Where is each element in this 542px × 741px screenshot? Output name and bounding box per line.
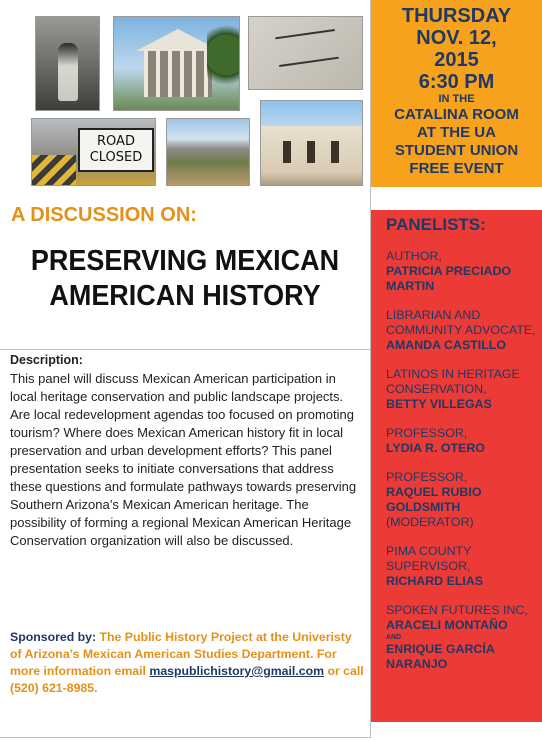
photo-graffiti-wall [248,16,363,90]
sponsor-label: Sponsored by: [10,630,97,644]
panelist-name-2: ENRIQUE GARCÍA NARANJO [386,642,495,671]
title-line1: PRESERVING MEXICAN [30,245,340,277]
panelist-role: PROFESSOR, [386,470,468,484]
adobe-door [331,141,339,163]
road-sign-line1: ROAD [97,134,135,149]
sponsor-text: The Public History Project at the Univeristy of Arizona’s Mexican American Studies Department. For more information email [10,630,352,678]
event-time: 6:30 PM [418,71,495,93]
panelist-name: RAQUEL RUBIO GOLDSMITH [386,485,482,514]
photo-historic-girl [35,16,100,111]
panelist-name: BETTY VILLEGAS [386,397,492,411]
description-body: This panel will discuss Mexican American participation in local heritage conservation and public landscape projects. Are local redevelopment agendas too focused on promoting tourism? Where does Mexican American history fit in local preservation and urban development efforts? This panel presentation seeks to initiate conversations that address these questions and formulate pathways towards preserving Southern Arizona’s Mexican American heritage. The possibility of forming a regional Mexican American Heritage Conservation organization will also be discussed. [10,371,357,548]
panelist-item [386,470,542,530]
panelist-name: AMANDA CASTILLO [386,338,506,352]
panelist-role: LIBRARIAN AND COMMUNITY ADVOCATE, [386,308,536,337]
photo-landscape [166,118,250,186]
panelist-role: AUTHOR, [386,249,442,263]
panelist-item [386,249,542,294]
photo-adobe-building [260,100,363,186]
sponsor-call: or call (520) 621-8985. [10,664,364,695]
panelist-name: RICHARD ELIAS [386,574,484,588]
event-free: FREE EVENT [409,160,504,177]
panelist-note: (MODERATOR) [386,515,474,529]
event-date-line1: NOV. 12, [416,27,497,49]
event-venue-line1: CATALINA ROOM [394,106,519,123]
panelists-title: PANELISTS: [386,215,486,234]
email-link[interactable]: maspublichistory@gmail.com [149,664,325,678]
event-day: THURSDAY [401,5,512,27]
photo-gazebo [113,16,240,111]
panelists-panel [371,210,542,722]
panelist-role: LATINOS IN HERITAGE CONSERVATION, [386,367,520,396]
road-closed-sign [78,128,154,172]
photo-road-closed [31,118,156,186]
panelist-name: ARACELI MONTAÑO [386,618,508,632]
adobe-door [307,141,315,163]
panelist-role: PROFESSOR, [386,426,468,440]
discussion-kicker: A DISCUSSION ON: [11,204,197,226]
title-line2: AMERICAN HISTORY [49,280,321,312]
event-in-the: IN THE [438,93,475,105]
adobe-door [283,141,291,163]
panelist-item [386,308,542,353]
photo-figure [58,43,78,101]
panelist-item [386,603,542,672]
graffiti-scrawl [275,29,339,67]
road-barrier [32,155,76,185]
panelist-name: LYDIA R. OTERO [386,441,485,455]
event-info-box [371,0,542,187]
panelist-role: PIMA COUNTY SUPERVISOR, [386,544,472,573]
panelist-name: PATRICIA PRECIADO MARTIN [386,264,512,293]
description-divider [0,349,371,350]
panelist-role: SPOKEN FUTURES INC, [386,603,528,617]
panelist-item [386,544,542,589]
sponsor-block [10,629,366,697]
description-label: Description: [10,353,83,367]
event-venue-line3: STUDENT UNION [394,142,519,159]
panelist-item [386,426,542,456]
gazebo-tree [207,17,239,111]
road-sign-line2: CLOSED [89,150,143,165]
gazebo-base [144,51,212,97]
event-venue-line2: AT THE UA [417,124,496,141]
panelist-and: AND [386,634,402,641]
panelist-item [386,367,542,412]
event-date-line2: 2015 [434,49,479,71]
page-title [13,244,357,314]
